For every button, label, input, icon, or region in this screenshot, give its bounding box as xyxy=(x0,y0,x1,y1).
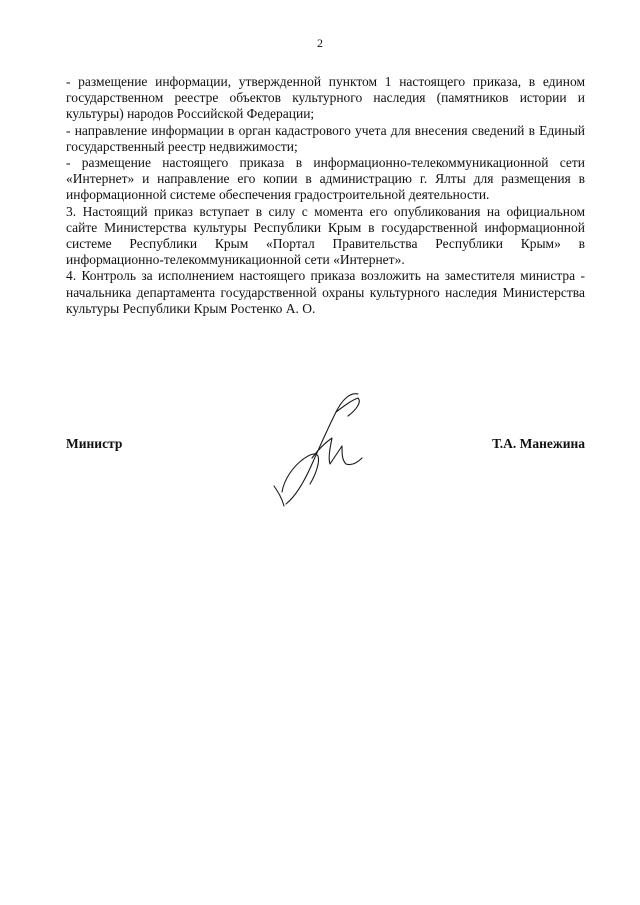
paragraph-registry-publication: - размещение информации, утвержденной пунктом 1 настоящего приказа, в едином государственном реестре объектов культурного наследия (памятников истории и культуры) народов Российской Федерации; xyxy=(66,74,585,122)
signer-role: Министр xyxy=(66,436,123,451)
page-number: 2 xyxy=(317,36,323,50)
document-body xyxy=(66,74,585,317)
signer-name: Т.А. Манежина xyxy=(492,436,585,451)
paragraph-effective-date: 3. Настоящий приказ вступает в силу с момента его опубликования на официальном сайте Министерства культуры Республики Крым в государственной информационной системе Республики Крым «Портал Правительства Республики Крым» в информационно-телекоммуникационной сети «Интернет». xyxy=(66,203,585,268)
paragraph-control: 4. Контроль за исполнением настоящего приказа возложить на заместителя министра - начальника департамента государственной охраны культурного наследия Министерства культуры Республики Крым Ростенко А. О. xyxy=(66,268,585,316)
paragraph-cadastral-notice: - направление информации в орган кадастрового учета для внесения сведений в Единый государственный реестр недвижимости; xyxy=(66,122,585,154)
handwritten-signature xyxy=(272,388,372,513)
paragraph-internet-publication: - размещение настоящего приказа в информационно-телекоммуникационной сети «Интернет» и направление его копии в администрацию г. Ялты для размещения в информационной системе обеспечения градостроительной деятельности. xyxy=(66,155,585,203)
